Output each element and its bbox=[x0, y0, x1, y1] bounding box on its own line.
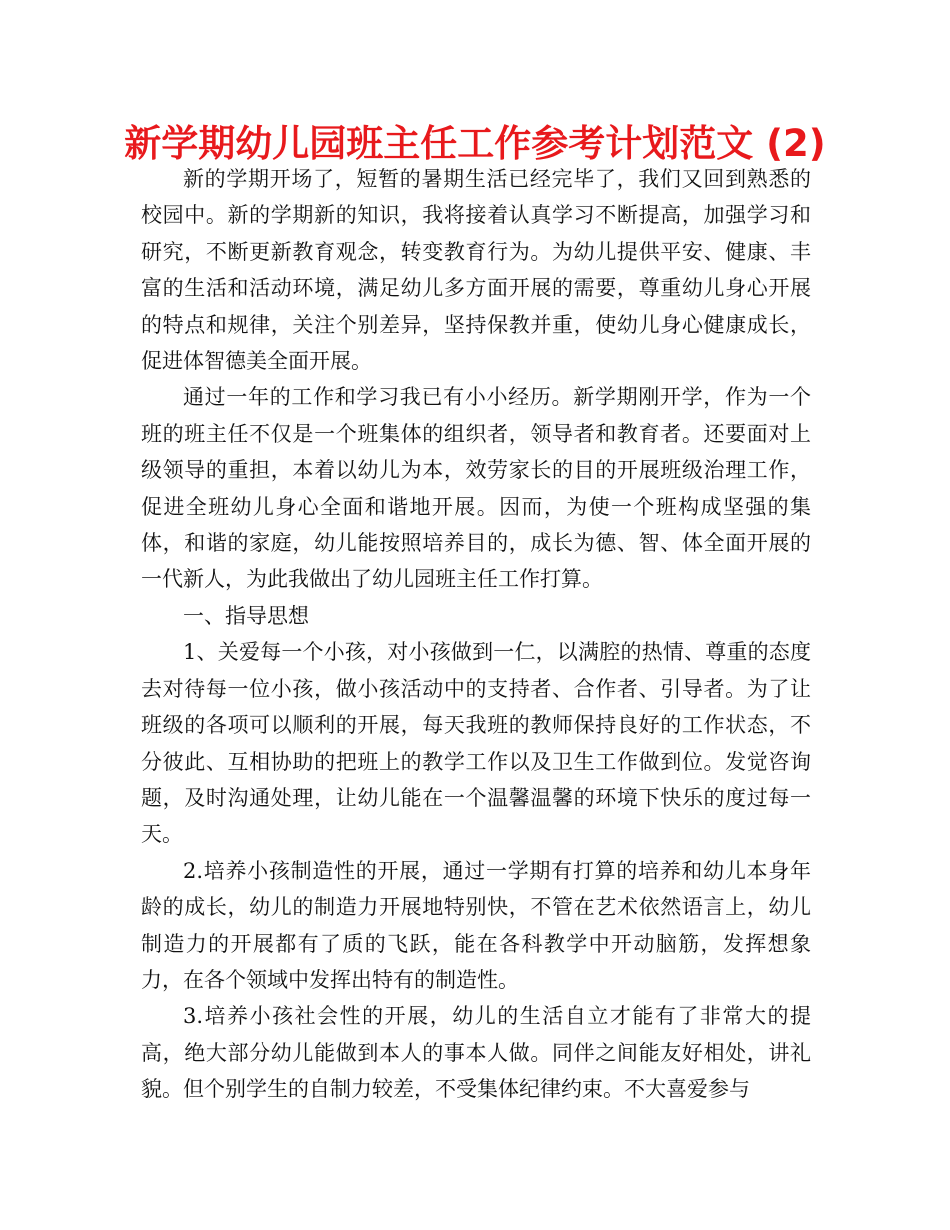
paragraph-item-2: 2.培养小孩制造性的开展，通过一学期有打算的培养和幼儿本身年龄的成长，幼儿的制造力开展地特别快，不管在艺术依然语言上，幼儿制造力的开展都有了质的飞跃，能在各科教学中开动脑筋，发挥想象力，在各个领域中发挥出特有的制造性。 bbox=[141, 858, 811, 992]
paragraph-item-3: 3.培养小孩社会性的开展，幼儿的生活自立才能有了非常大的提高，绝大部分幼儿能做到本人的事本人做。同伴之间能友好相处，讲礼貌。但个别学生的自制力较差，不受集体纪律约束。不大喜爱参与 bbox=[141, 1004, 811, 1102]
paragraph-item-1: 1、关爱每一个小孩，对小孩做到一仁，以满腔的热情、尊重的态度去对待每一位小孩，做小孩活动中的支持者、合作者、引导者。为了让班级的各项可以顺利的开展，每天我班的教师保持良好的工作状态，不分彼此、互相协助的把班上的教学工作以及卫生工作做到位。发觉咨询题，及时沟通处理，让幼儿能在一个温馨温馨的环境下快乐的度过每一天。 bbox=[141, 640, 811, 847]
document-body bbox=[141, 161, 811, 1108]
document-title: 新学期幼儿园班主任工作参考计划范文 (2) bbox=[124, 122, 826, 165]
paragraph-intro: 新的学期开场了，短暂的暑期生活已经完毕了，我们又回到熟悉的校园中。新的学期新的知识，我将接着认真学习不断提高，加强学习和研究，不断更新教育观念，转变教育行为。为幼儿提供平安、健康、丰富的生活和活动环境，满足幼儿多方面开展的需要，尊重幼儿身心开展的特点和规律，关注个别差异，坚持保教并重，使幼儿身心健康成长，促进体智德美全面开展。 bbox=[141, 167, 811, 374]
section-heading-guiding-ideology: 一、指导思想 bbox=[183, 603, 309, 628]
paragraph-experience: 通过一年的工作和学习我已有小小经历。新学期刚开学，作为一个班的班主任不仅是一个班集体的组织者，领导者和教育者。还要面对上级领导的重担，本着以幼儿为本，效劳家长的目的开展班级治理工作，促进全班幼儿身心全面和谐地开展。因而，为使一个班构成坚强的集体，和谐的家庭，幼儿能按照培养目的，成长为德、智、体全面开展的一代新人，为此我做出了幼儿园班主任工作打算。 bbox=[141, 385, 811, 592]
